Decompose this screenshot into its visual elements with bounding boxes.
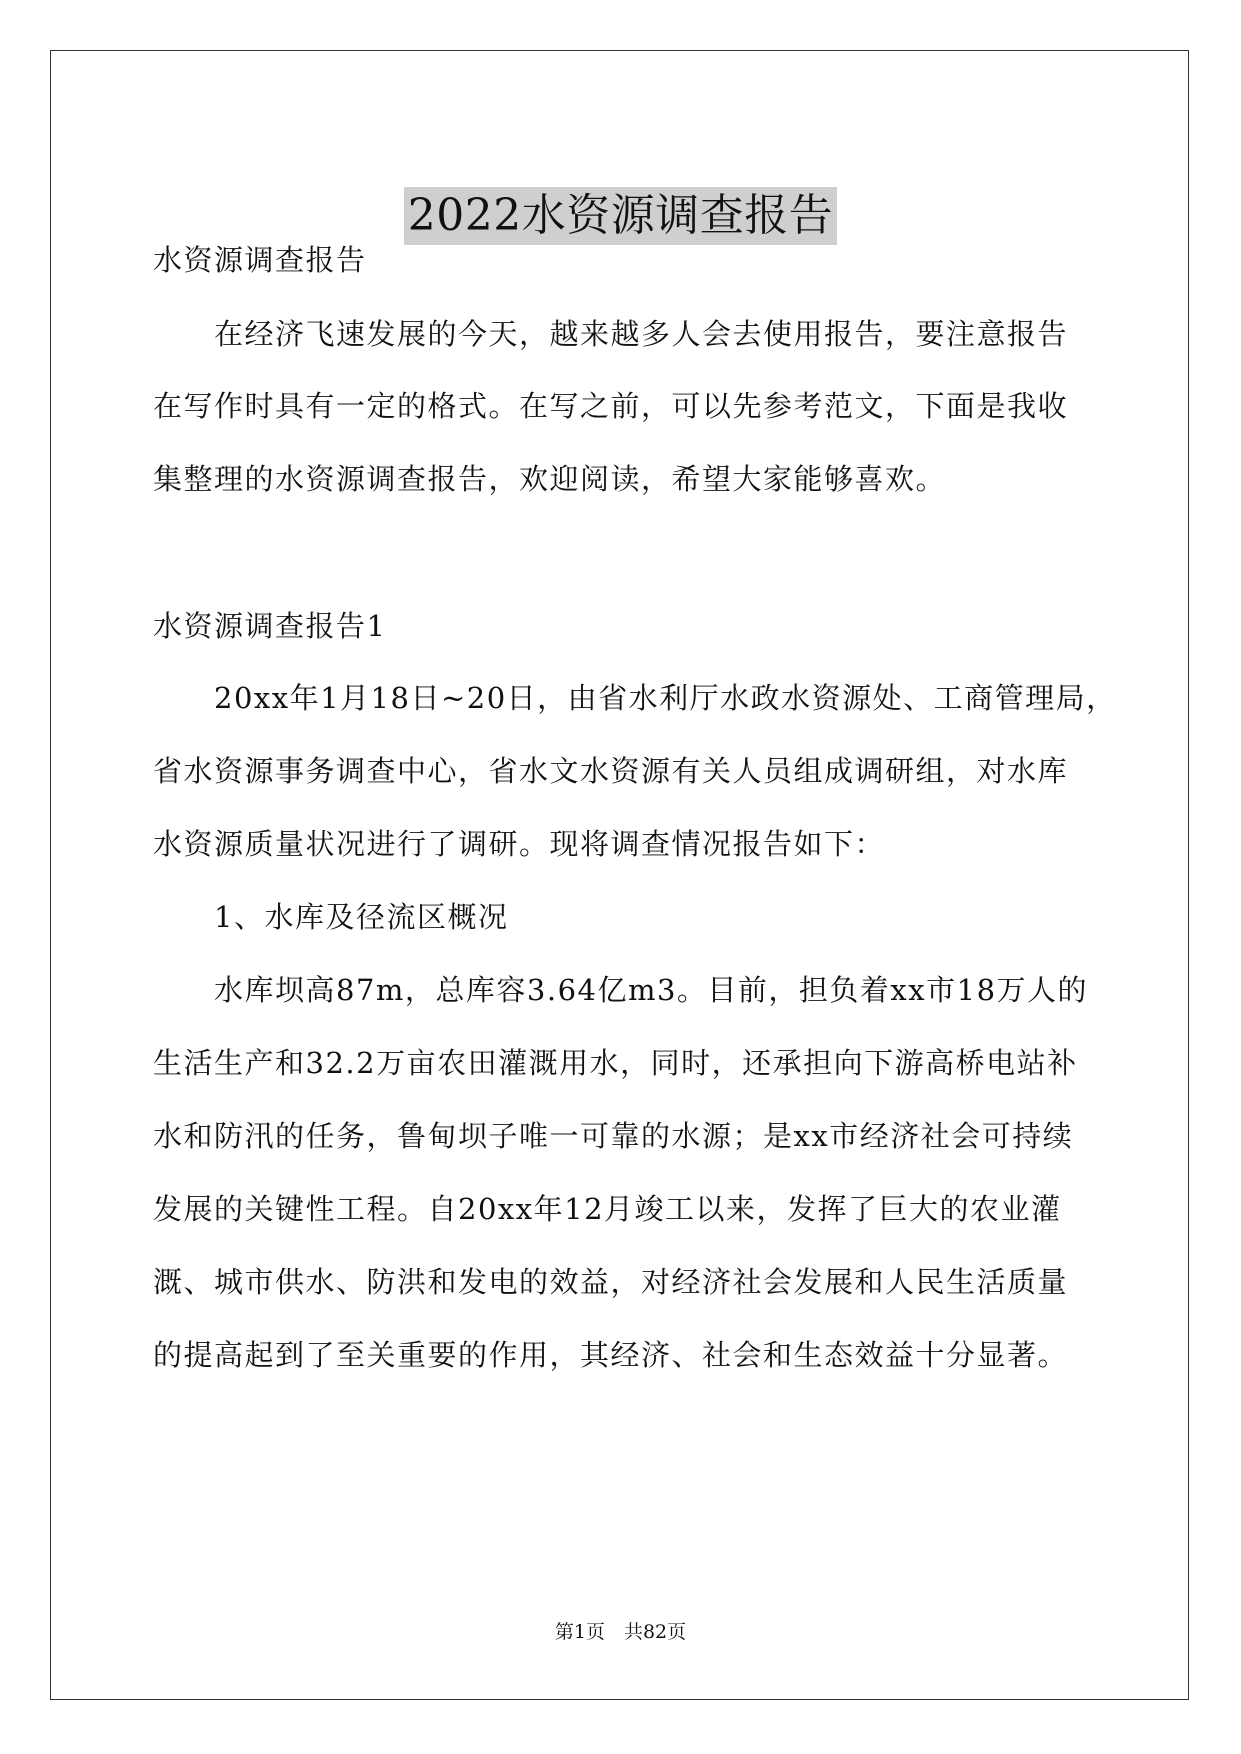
page-footer: 第1页 共82页 — [554, 1621, 687, 1643]
text-line: 在经济飞速发展的今天，越来越多人会去使用报告，要注意报告 — [153, 317, 1069, 351]
text-line: 1、水库及径流区概况 — [153, 900, 509, 934]
text-line: 的提高起到了至关重要的作用，其经济、社会和生态效益十分显著。 — [153, 1338, 1069, 1372]
text-line: 溉、城市供水、防洪和发电的效益，对经济社会发展和人民生活质量 — [153, 1265, 1069, 1299]
text-line: 在写作时具有一定的格式。在写之前，可以先参考范文，下面是我收 — [153, 389, 1069, 423]
text-line: 水库坝高87m，总库容3.64亿m3。目前，担负着xx市18万人的 — [153, 973, 1089, 1007]
text-line: 水资源质量状况进行了调研。现将调查情况报告如下： — [153, 827, 886, 861]
text-line: 发展的关键性工程。自20xx年12月竣工以来，发挥了巨大的农业灌 — [153, 1192, 1062, 1226]
text-line: 水资源调查报告1 — [153, 609, 387, 643]
text-line: 水资源调查报告 — [153, 243, 367, 277]
text-line: 集整理的水资源调查报告，欢迎阅读，希望大家能够喜欢。 — [153, 462, 947, 496]
document-title: 2022水资源调查报告 — [404, 187, 837, 245]
text-line: 20xx年1月18日~20日，由省水利厅水政水资源处、工商管理局， — [153, 681, 1117, 715]
text-line: 生活生产和32.2万亩农田灌溉用水，同时，还承担向下游高桥电站补 — [153, 1046, 1078, 1080]
text-line: 省水资源事务调查中心，省水文水资源有关人员组成调研组，对水库 — [153, 754, 1069, 788]
text-line: 水和防汛的任务，鲁甸坝子唯一可靠的水源；是xx市经济社会可持续 — [153, 1119, 1074, 1153]
page-border — [50, 50, 1189, 1700]
